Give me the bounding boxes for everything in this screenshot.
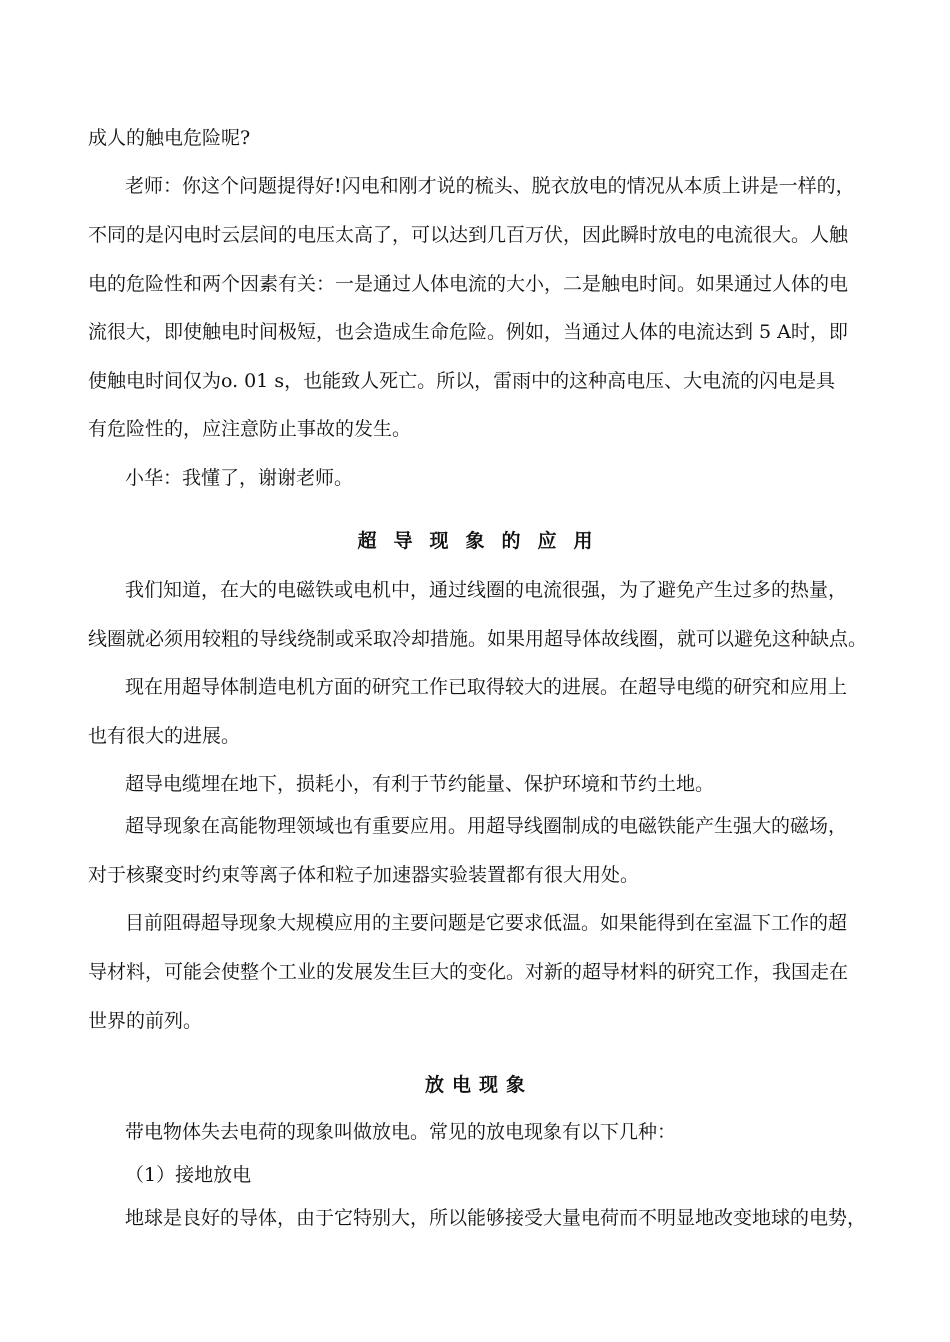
paragraph-line: 线圈就必须用较粗的导线绕制或采取冷却措施。如果用超导体故线圈，就可以避免这种缺点。 (88, 628, 868, 650)
paragraph-line: 小华：我懂了，谢谢老师。 (125, 467, 354, 489)
paragraph-line: 电的危险性和两个因素有关：一是通过人体电流的大小，二是触电时间。如果通过人体的电 (88, 273, 849, 295)
paragraph-line: 导材料，可能会使整个工业的发展发生巨大的变化。对新的超导材料的研究工作，我国走在 (88, 961, 849, 983)
paragraph-line: 超导现象在高能物理领域也有重要应用。用超导线圈制成的电磁铁能产生强大的磁场， (125, 815, 848, 837)
paragraph-line: 现在用超导体制造电机方面的研究工作已取得较大的进展。在超导电缆的研究和应用上 (125, 676, 848, 698)
paragraph-line: 不同的是闪电时云层间的电压太高了，可以达到几百万伏，因此瞬时放电的电流很大。人触 (88, 224, 849, 246)
paragraph-line: 我们知道，在大的电磁铁或电机中，通过线圈的电流很强，为了避免产生过多的热量， (125, 579, 848, 601)
section-heading: 超导现象的应用 (357, 530, 610, 552)
paragraph-line: 使触电时间仅为o. 01 s，也能致人死亡。所以，雷雨中的这种高电压、大电流的闪电是具 (88, 370, 836, 392)
section-heading: 放电现象 (424, 1074, 533, 1096)
paragraph-line: （1）接地放电 (125, 1164, 252, 1186)
paragraph-line: 成人的触电危险呢? (88, 127, 251, 149)
paragraph-line: 超导电缆埋在地下，损耗小，有利于节约能量、保护环境和节约土地。 (125, 773, 715, 795)
paragraph-line: 带电物体失去电荷的现象叫做放电。常见的放电现象有以下几种： (125, 1121, 677, 1143)
paragraph-line: 世界的前列。 (88, 1010, 203, 1032)
paragraph-line: 老师：你这个问题提得好!闪电和刚才说的梳头、脱衣放电的情况从本质上讲是一样的， (125, 175, 855, 197)
paragraph-line: 也有很大的进展。 (88, 725, 241, 747)
paragraph-line: 有危险性的，应注意防止事故的发生。 (88, 418, 412, 440)
paragraph-line: 目前阻碍超导现象大规模应用的主要问题是它要求低温。如果能得到在室温下工作的超 (125, 912, 848, 934)
paragraph-line: 地球是良好的导体，由于它特别大，所以能够接受大量电荷而不明显地改变地球的电势， (125, 1207, 867, 1229)
paragraph-line: 流很大，即使触电时间极短，也会造成生命危险。例如，当通过人体的电流达到 5 A时，即 (88, 321, 848, 343)
paragraph-line: 对于核聚变时约束等离子体和粒子加速器实验装置都有很大用处。 (88, 864, 640, 886)
